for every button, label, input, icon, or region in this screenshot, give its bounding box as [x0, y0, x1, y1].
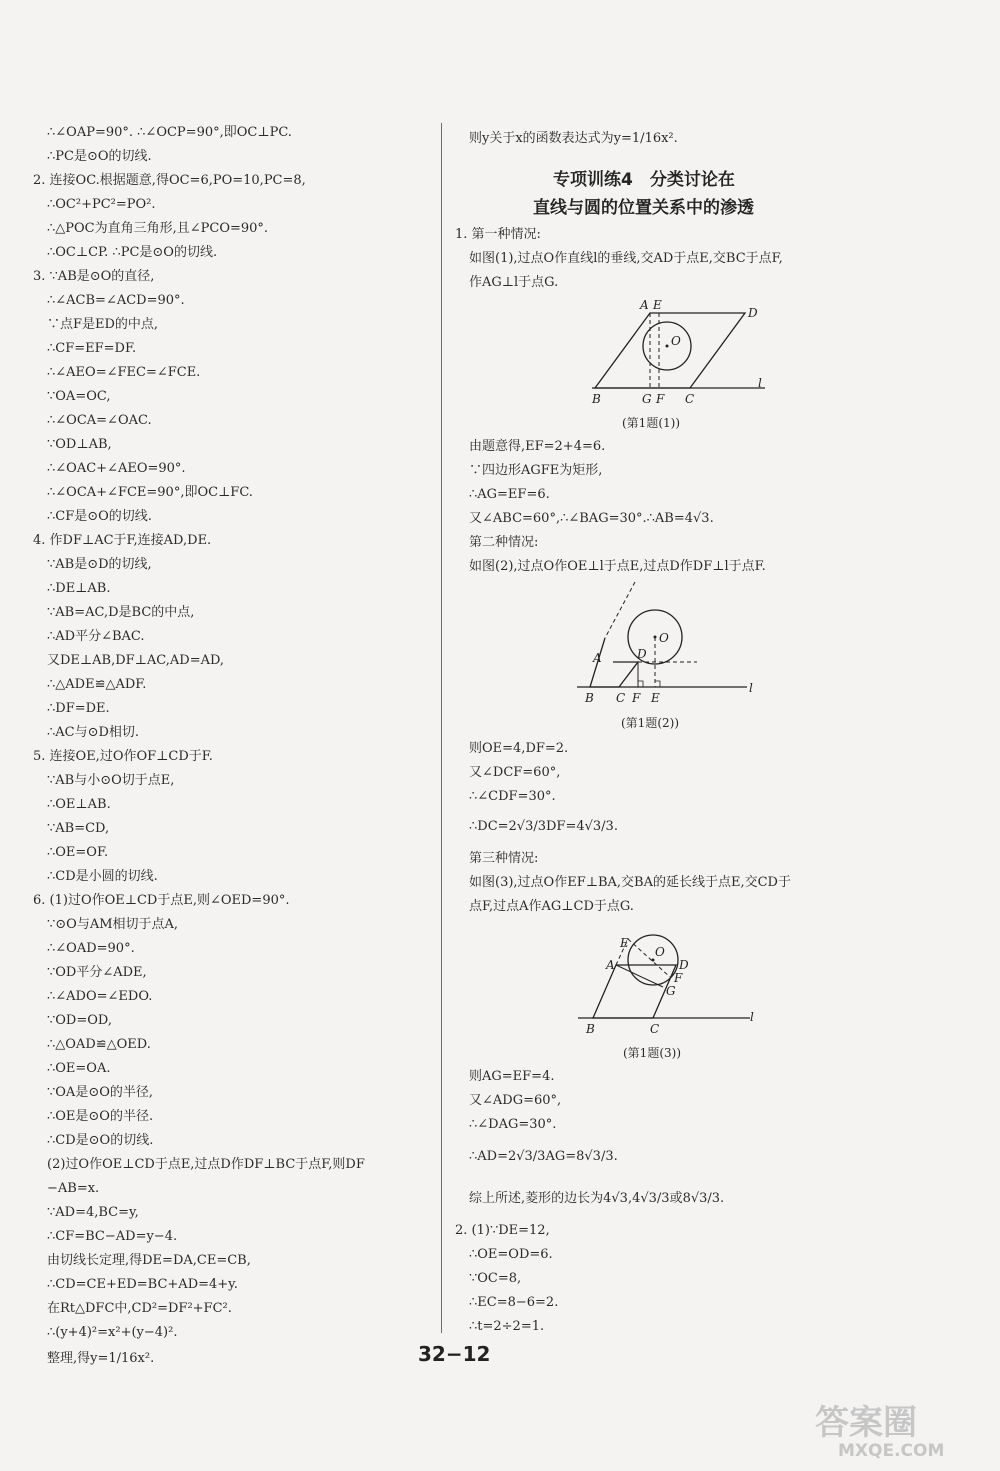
text-line: ∵OA是⊙O的半径, — [47, 1085, 153, 1100]
text-line: ∴∠OAD=90°. — [47, 941, 135, 956]
figure-2 — [575, 580, 775, 705]
label-l: l — [758, 376, 762, 390]
text-line: ∴OC²+PC²=PO². — [47, 197, 156, 212]
text-line: ∵AB=CD, — [47, 821, 110, 836]
label-g: G — [642, 392, 652, 406]
text-line: 1. 第一种情况: — [455, 227, 541, 242]
section-subtitle: 直线与圆的位置关系中的渗透 — [533, 198, 754, 218]
text-line: 又DE⊥AB,DF⊥AC,AD=AD, — [47, 653, 225, 668]
text-line: −AB=x. — [47, 1181, 100, 1196]
text-line: 如图(3),过点O作EF⊥BA,交BA的延长线于点E,交CD于 — [469, 875, 791, 890]
text-line: ∴OE是⊙O的半径. — [47, 1109, 154, 1124]
right-angle — [638, 681, 643, 687]
text-line: ∴∠DAG=30°. — [469, 1117, 557, 1132]
text-line: ∵OD平分∠ADE, — [47, 965, 147, 980]
text-line: 6. (1)过O作OE⊥CD于点E,则∠OED=90°. — [33, 893, 290, 908]
line-ag — [616, 965, 663, 987]
label-e: E — [653, 298, 662, 312]
watermark-logo: 答案圈 — [815, 1403, 917, 1443]
text-line: ∴AD=2√3/3AG=8√3/3. — [469, 1149, 618, 1164]
text-line: 整理,得y=1/16x². — [47, 1351, 155, 1366]
text-line: ∴AG=EF=6. — [469, 487, 550, 502]
text-line: ∵AB=AC,D是BC的中点, — [47, 605, 195, 620]
text-line: ∴∠AEO=∠FEC=∠FCE. — [47, 365, 201, 380]
label-o: O — [659, 631, 669, 645]
text-line: 3. ∵AB是⊙O的直径, — [33, 269, 155, 284]
text-line: 则OE=4,DF=2. — [469, 741, 569, 756]
text-line: ∴t=2÷2=1. — [469, 1319, 545, 1334]
label-d: D — [637, 647, 647, 661]
label-o: O — [671, 334, 681, 348]
figure-1 — [580, 295, 780, 405]
text-line: ∴∠ACB=∠ACD=90°. — [47, 293, 185, 308]
section-title: 专项训练4 分类讨论在 — [553, 170, 735, 190]
rhombus — [593, 965, 676, 1018]
text-line: ∴PC是⊙O的切线. — [47, 149, 152, 164]
page-number: 32−12 — [418, 1342, 491, 1366]
text-line: 4. 作DF⊥AC于F,连接AD,DE. — [33, 533, 212, 548]
label-l: l — [749, 681, 753, 695]
text-line: ∵AB与小⊙O切于点E, — [47, 773, 175, 788]
text-line: ∴∠OAC+∠AEO=90°. — [47, 461, 186, 476]
extension — [605, 582, 635, 638]
text-line: 又∠DCF=60°, — [469, 765, 561, 780]
text-line: 则y关于x的函数表达式为y=1/16x². — [469, 131, 678, 146]
figure-caption: (第1题(1)) — [622, 416, 680, 430]
text-line: ∴OE=OA. — [47, 1061, 111, 1076]
text-line: 点F,过点A作AG⊥CD于点G. — [469, 899, 634, 914]
text-line: ∵OD=OD, — [47, 1013, 112, 1028]
label-f: F — [632, 691, 641, 705]
label-a: A — [593, 651, 602, 665]
text-line: ∴∠ADO=∠EDO. — [47, 989, 153, 1004]
text-line: ∴DF=DE. — [47, 701, 110, 716]
text-line: ∵四边形AGFE为矩形, — [469, 463, 603, 478]
label-e: E — [651, 691, 660, 705]
text-line: 综上所述,菱形的边长为4√3,4√3/3或8√3/3. — [469, 1191, 725, 1206]
label-c: C — [616, 691, 626, 705]
label-c: C — [685, 392, 695, 406]
text-line: ∴OC⊥CP. ∴PC是⊙O的切线. — [47, 245, 218, 260]
label-b: B — [586, 1022, 595, 1036]
text-line: 5. 连接OE,过O作OF⊥CD于F. — [33, 749, 213, 764]
text-line: ∴CD=CE+ED=BC+AD=4+y. — [47, 1277, 238, 1292]
text-line: ∴CF是⊙O的切线. — [47, 509, 152, 524]
text-line: ∴CF=EF=DF. — [47, 341, 137, 356]
label-f: F — [674, 971, 683, 985]
figure-3 — [578, 925, 778, 1040]
text-line: ∵AB是⊙D的切线, — [47, 557, 152, 572]
text-line: ∴∠OCA=∠OAC. — [47, 413, 152, 428]
label-l: l — [750, 1010, 754, 1024]
text-line: ∴(y+4)²=x²+(y−4)². — [47, 1325, 178, 1340]
text-line: 第三种情况: — [469, 851, 539, 866]
label-a: A — [606, 958, 615, 972]
text-line: ∴∠CDF=30°. — [469, 789, 556, 804]
text-line: 又∠ADG=60°, — [469, 1093, 562, 1108]
text-line: 又∠ABC=60°,∴∠BAG=30°.∴AB=4√3. — [469, 511, 714, 526]
text-line: ∴CD是小圆的切线. — [47, 869, 158, 884]
label-o: O — [655, 945, 665, 959]
label-d: D — [748, 306, 758, 320]
figure-caption: (第1题(3)) — [623, 1046, 681, 1060]
text-line: 作AG⊥l于点G. — [469, 275, 559, 290]
text-line: 2. (1)∵DE=12, — [455, 1223, 550, 1238]
text-line: ∵AD=4,BC=y, — [47, 1205, 139, 1220]
text-line: 第二种情况: — [469, 535, 539, 550]
text-line: ∴AC与⊙D相切. — [47, 725, 140, 740]
text-line: 由切线长定理,得DE=DA,CE=CB, — [47, 1253, 251, 1268]
column-divider — [441, 123, 442, 1333]
text-line: ∴△ADE≌△ADF. — [47, 677, 147, 692]
center-o — [666, 345, 669, 348]
rhombus — [595, 313, 745, 388]
text-line: ∴OE⊥AB. — [47, 797, 111, 812]
text-line: ∴CD是⊙O的切线. — [47, 1133, 154, 1148]
text-line: ∴OE=OF. — [47, 845, 109, 860]
label-c: C — [650, 1022, 660, 1036]
center-o — [654, 636, 657, 639]
text-line: ∵⊙O与AM相切于点A, — [47, 917, 179, 932]
text-line: ∴△OAD≌△OED. — [47, 1037, 151, 1052]
text-line: 如图(2),过点O作OE⊥l于点E,过点D作DF⊥l于点F. — [469, 559, 766, 574]
text-line: ∴OE=OD=6. — [469, 1247, 553, 1262]
text-line: ∴△POC为直角三角形,且∠PCO=90°. — [47, 221, 269, 236]
text-line: 则AG=EF=4. — [469, 1069, 555, 1084]
text-line: ∴AD平分∠BAC. — [47, 629, 145, 644]
watermark-url: MXQE.COM — [838, 1441, 945, 1461]
label-f: F — [656, 392, 665, 406]
text-line: 如图(1),过点O作直线l的垂线,交AD于点E,交BC于点F, — [469, 251, 783, 266]
text-line: 2. 连接OC.根据题意,得OC=6,PO=10,PC=8, — [33, 173, 306, 188]
right-angle — [655, 681, 660, 687]
text-line: (2)过O作OE⊥CD于点E,过点D作DF⊥BC于点F,则DF — [47, 1157, 365, 1172]
label-e: E — [620, 936, 629, 950]
text-line: ∴∠OAP=90°. ∴∠OCP=90°,即OC⊥PC. — [47, 125, 292, 140]
text-line: ∵OC=8, — [469, 1271, 522, 1286]
label-a: A — [640, 298, 649, 312]
text-line: ∴∠OCA+∠FCE=90°,即OC⊥FC. — [47, 485, 253, 500]
text-line: ∴CF=BC−AD=y−4. — [47, 1229, 178, 1244]
text-line: 由题意得,EF=2+4=6. — [469, 439, 606, 454]
figure-caption: (第1题(2)) — [621, 716, 679, 730]
text-line: 在Rt△DFC中,CD²=DF²+FC². — [47, 1301, 232, 1316]
text-line: ∵OD⊥AB, — [47, 437, 112, 452]
text-line: ∵点F是ED的中点, — [47, 317, 159, 332]
label-g: G — [666, 984, 676, 998]
text-line: ∴EC=8−6=2. — [469, 1295, 559, 1310]
text-line: ∵OA=OC, — [47, 389, 111, 404]
label-d: D — [679, 958, 689, 972]
text-line: ∴DC=2√3/3DF=4√3/3. — [469, 819, 618, 834]
text-line: ∴DE⊥AB. — [47, 581, 111, 596]
label-b: B — [592, 392, 601, 406]
label-b: B — [585, 691, 594, 705]
